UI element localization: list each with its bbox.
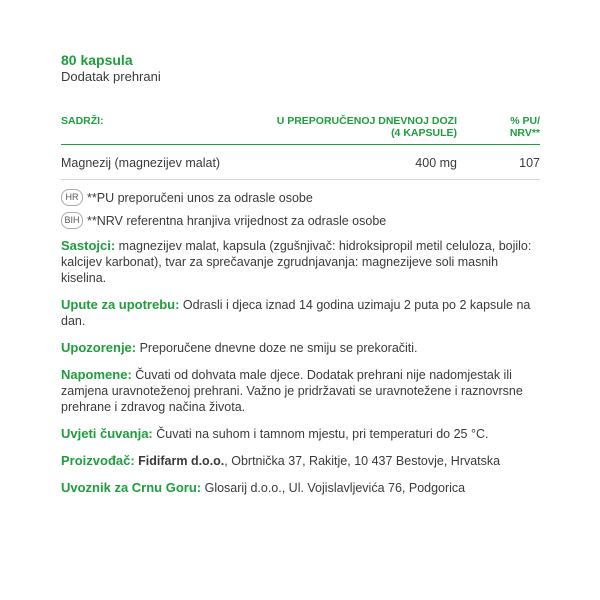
footnotes bbox=[61, 189, 541, 235]
country-badge-hr: HR bbox=[61, 189, 83, 206]
country-badge-bih: BIH bbox=[61, 212, 83, 229]
footnote-bih bbox=[61, 212, 541, 229]
capsule-count: 80 kapsula bbox=[61, 52, 133, 68]
section-label: Uvjeti čuvanja: bbox=[61, 426, 153, 441]
section-storage bbox=[61, 426, 543, 442]
section-text: Odrasli i djeca iznad 14 godina uzimaju 2 puta po 2 kapsule na dan. bbox=[61, 298, 531, 328]
section-manufacturer bbox=[61, 453, 543, 469]
section-text: Glosarij d.o.o., Ul. Vojislavljevića 76, Podgorica bbox=[201, 481, 466, 495]
header-contains bbox=[61, 110, 261, 145]
header-daily-dose-line1: U PREPORUČENOJ DNEVNOJ DOZI bbox=[276, 115, 457, 127]
section-text: Čuvati od dohvata male djece. Dodatak prehrani nije nadomjestak ili zamjena uravnoteženoj prehrani. Važno je pridržavati se uravnotežene i raznovrsne prehrane i zdravog načina života. bbox=[61, 368, 523, 414]
section-label: Upozorenje: bbox=[61, 340, 137, 355]
nutrition-table bbox=[61, 110, 540, 180]
product-header bbox=[61, 52, 541, 85]
section-importer bbox=[61, 480, 543, 496]
footnote-hr bbox=[61, 189, 541, 206]
section-notes bbox=[61, 367, 543, 415]
header-nrv bbox=[457, 110, 540, 145]
section-text: , Obrtnička 37, Rakitje, 10 437 Bestovje, Hrvatska bbox=[224, 454, 501, 468]
header-daily-dose bbox=[261, 110, 457, 145]
section-directions bbox=[61, 297, 543, 329]
section-label: Uvoznik za Crnu Goru: bbox=[61, 480, 202, 495]
table-row bbox=[61, 145, 540, 180]
ingredient-name: Magnezij (magnezijev malat) bbox=[61, 145, 261, 180]
section-label: Napomene: bbox=[61, 367, 132, 382]
product-type: Dodatak prehrani bbox=[61, 69, 161, 84]
section-text: Čuvati na suhom i tamnom mjestu, pri temperaturi do 25 °C. bbox=[152, 427, 489, 441]
header-contains-label: SADRŽI: bbox=[61, 115, 104, 127]
label-sections bbox=[61, 238, 543, 507]
table-header-row bbox=[61, 110, 540, 145]
section-ingredients bbox=[61, 238, 543, 286]
section-text: Preporučene dnevne doze ne smiju se prekoračiti. bbox=[136, 341, 418, 355]
header-daily-dose-line2: (4 KAPSULE) bbox=[391, 127, 457, 139]
section-label: Sastojci: bbox=[61, 238, 116, 253]
ingredient-amount: 400 mg bbox=[261, 145, 457, 180]
footnote-text: **PU preporučeni unos za odrasle osobe bbox=[87, 190, 313, 205]
ingredient-percent: 107 bbox=[457, 145, 540, 180]
section-label: Proizvođač: bbox=[61, 453, 135, 468]
section-text: magnezijev malat, kapsula (zgušnjivač: hidroksipropil metil celuloza, bojilo: kalcijev karbonat), tvar za sprečavanje zgrudnjavanja: magnezijeve soli masnih kiselina. bbox=[61, 239, 532, 285]
section-warning bbox=[61, 340, 543, 356]
header-nrv-line1: % PU/ bbox=[510, 115, 540, 127]
section-label: Upute za upotrebu: bbox=[61, 297, 180, 312]
manufacturer-name: Fidifarm d.o.o. bbox=[134, 454, 225, 468]
footnote-text: **NRV referentna hranjiva vrijednost za odrasle osobe bbox=[87, 213, 387, 228]
header-nrv-line2: NRV** bbox=[509, 127, 540, 139]
